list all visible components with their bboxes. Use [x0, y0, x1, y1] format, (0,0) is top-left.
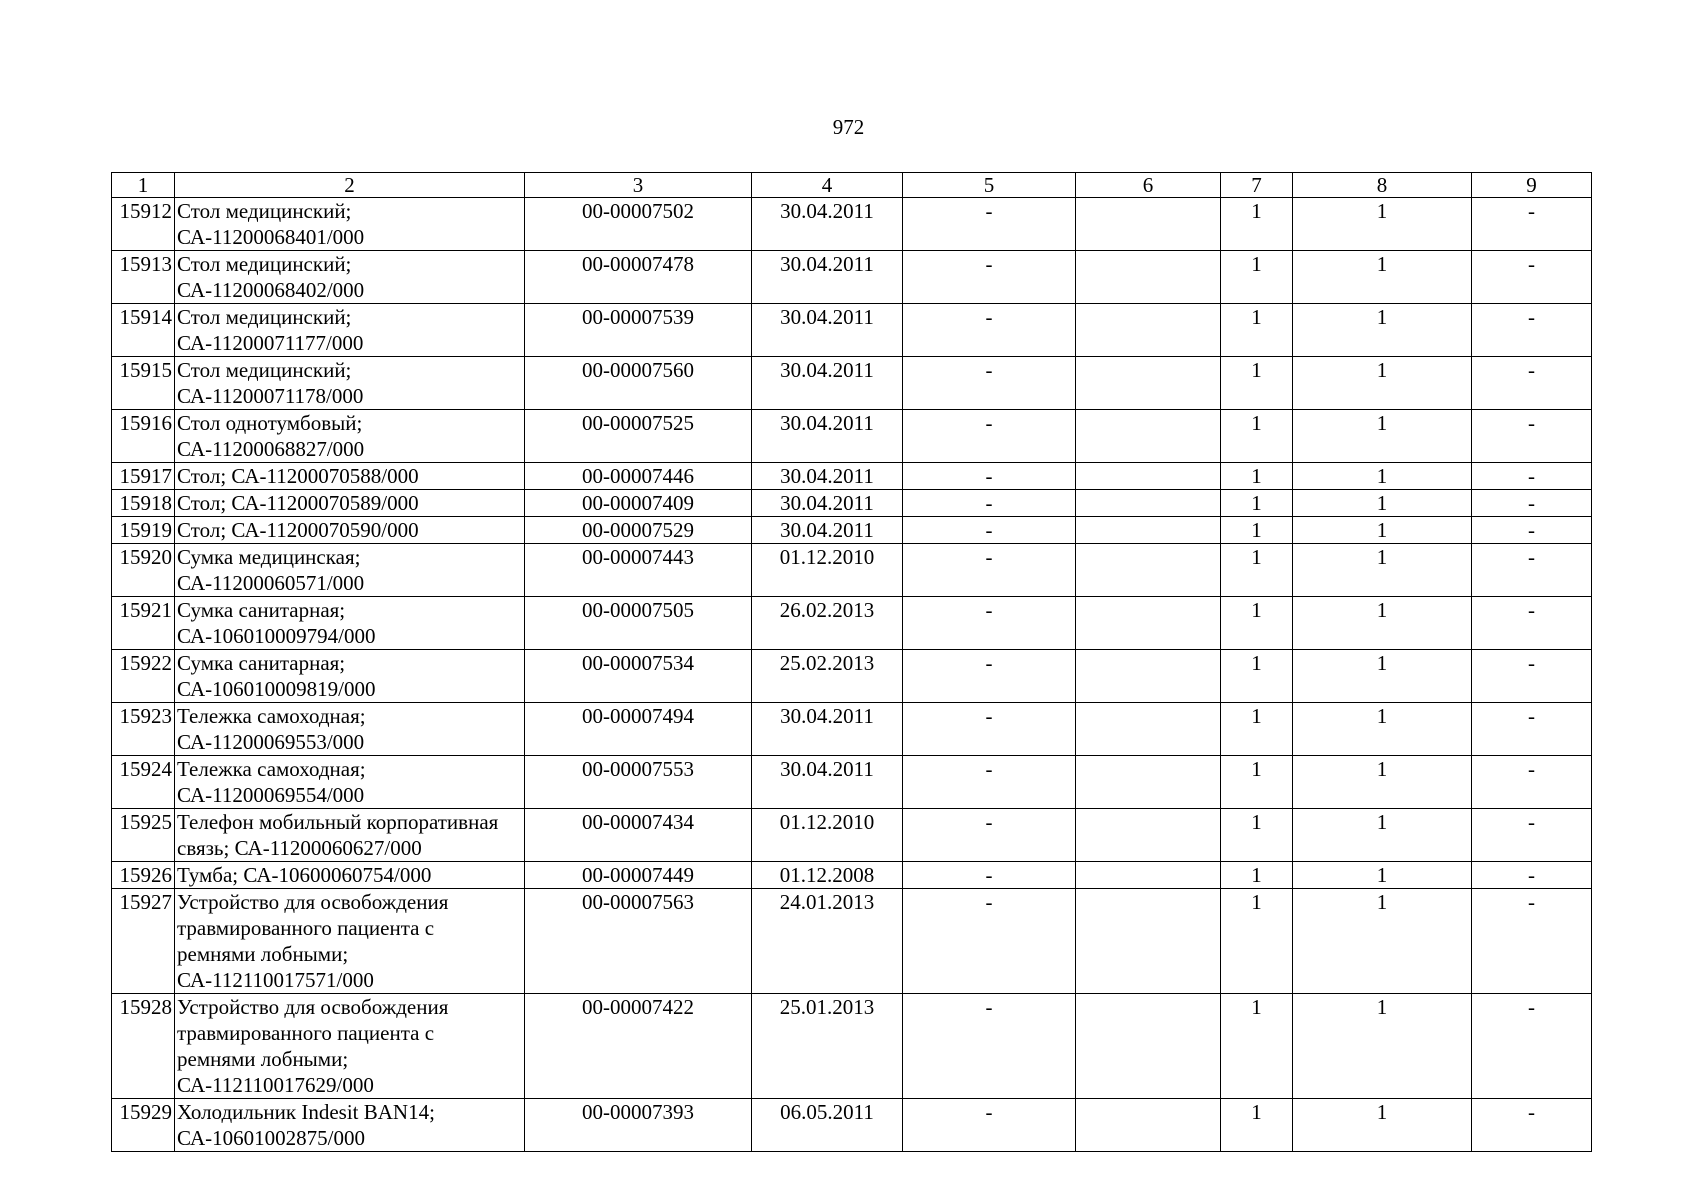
header-cell-4: 4 [752, 173, 903, 198]
table-row [112, 357, 1592, 410]
date-cell: 01.12.2010 [752, 544, 903, 597]
inventory-code-cell: 00-00007443 [525, 544, 752, 597]
table-row [112, 463, 1592, 490]
col6-cell [1076, 1099, 1221, 1152]
col6-cell [1076, 304, 1221, 357]
table-row [112, 862, 1592, 889]
col7-cell: 1 [1221, 490, 1293, 517]
date-cell: 30.04.2011 [752, 251, 903, 304]
col9-cell: - [1472, 597, 1592, 650]
col6-cell [1076, 517, 1221, 544]
col7-cell: 1 [1221, 198, 1293, 251]
col8-cell: 1 [1293, 463, 1472, 490]
col8-cell: 1 [1293, 862, 1472, 889]
col9-cell: - [1472, 410, 1592, 463]
item-name-cell: Стол; СА-11200070589/000 [175, 490, 525, 517]
col8-cell: 1 [1293, 357, 1472, 410]
col8-cell: 1 [1293, 597, 1472, 650]
col5-cell: - [903, 490, 1076, 517]
inventory-code-cell: 00-00007446 [525, 463, 752, 490]
item-name-cell: Сумка санитарная; СА-106010009794/000 [175, 597, 525, 650]
item-name-cell: Сумка медицинская; СА-11200060571/000 [175, 544, 525, 597]
item-name-cell: Тележка самоходная; СА-11200069554/000 [175, 756, 525, 809]
header-cell-8: 8 [1293, 173, 1472, 198]
inventory-code-cell: 00-00007502 [525, 198, 752, 251]
col5-cell: - [903, 889, 1076, 994]
col9-cell: - [1472, 889, 1592, 994]
col7-cell: 1 [1221, 809, 1293, 862]
col5-cell: - [903, 994, 1076, 1099]
item-name-cell: Тумба; СА-10600060754/000 [175, 862, 525, 889]
page-number: 972 [832, 115, 865, 139]
header-cell-5: 5 [903, 173, 1076, 198]
row-number-cell: 15918 [112, 490, 175, 517]
table-row [112, 809, 1592, 862]
table-row [112, 756, 1592, 809]
item-name-cell: Устройство для освобождения травмированного пациента с ремнями лобными; СА-112110017629/000 [175, 994, 525, 1099]
row-number-cell: 15921 [112, 597, 175, 650]
col8-cell: 1 [1293, 304, 1472, 357]
row-number-cell: 15923 [112, 703, 175, 756]
col5-cell: - [903, 597, 1076, 650]
col8-cell: 1 [1293, 544, 1472, 597]
col5-cell: - [903, 862, 1076, 889]
table-row [112, 198, 1592, 251]
col5-cell: - [903, 703, 1076, 756]
col7-cell: 1 [1221, 1099, 1293, 1152]
table-body [112, 173, 1592, 1152]
row-number-cell: 15919 [112, 517, 175, 544]
col8-cell: 1 [1293, 490, 1472, 517]
col9-cell: - [1472, 994, 1592, 1099]
col6-cell [1076, 251, 1221, 304]
table-row [112, 544, 1592, 597]
date-cell: 25.01.2013 [752, 994, 903, 1099]
col9-cell: - [1472, 463, 1592, 490]
item-name-cell: Стол медицинский; СА-11200071178/000 [175, 357, 525, 410]
col6-cell [1076, 490, 1221, 517]
inventory-code-cell: 00-00007525 [525, 410, 752, 463]
col5-cell: - [903, 650, 1076, 703]
row-number-cell: 15916 [112, 410, 175, 463]
col8-cell: 1 [1293, 809, 1472, 862]
date-cell: 30.04.2011 [752, 517, 903, 544]
col8-cell: 1 [1293, 1099, 1472, 1152]
row-number-cell: 15925 [112, 809, 175, 862]
item-name-cell: Тележка самоходная; СА-11200069553/000 [175, 703, 525, 756]
row-number-cell: 15929 [112, 1099, 175, 1152]
table-row [112, 304, 1592, 357]
col8-cell: 1 [1293, 410, 1472, 463]
item-name-cell: Стол однотумбовый; СА-11200068827/000 [175, 410, 525, 463]
col7-cell: 1 [1221, 650, 1293, 703]
col7-cell: 1 [1221, 304, 1293, 357]
col6-cell [1076, 357, 1221, 410]
row-number-cell: 15914 [112, 304, 175, 357]
row-number-cell: 15927 [112, 889, 175, 994]
col6-cell [1076, 862, 1221, 889]
col8-cell: 1 [1293, 703, 1472, 756]
col6-cell [1076, 703, 1221, 756]
table-row [112, 251, 1592, 304]
row-number-cell: 15917 [112, 463, 175, 490]
col5-cell: - [903, 809, 1076, 862]
col6-cell [1076, 756, 1221, 809]
col8-cell: 1 [1293, 756, 1472, 809]
inventory-code-cell: 00-00007563 [525, 889, 752, 994]
table-row [112, 994, 1592, 1099]
col7-cell: 1 [1221, 703, 1293, 756]
col7-cell: 1 [1221, 889, 1293, 994]
inventory-code-cell: 00-00007505 [525, 597, 752, 650]
item-name-cell: Стол; СА-11200070588/000 [175, 463, 525, 490]
date-cell: 26.02.2013 [752, 597, 903, 650]
table-row [112, 410, 1592, 463]
date-cell: 25.02.2013 [752, 650, 903, 703]
col9-cell: - [1472, 544, 1592, 597]
col9-cell: - [1472, 198, 1592, 251]
col9-cell: - [1472, 1099, 1592, 1152]
col5-cell: - [903, 463, 1076, 490]
col5-cell: - [903, 357, 1076, 410]
inventory-code-cell: 00-00007553 [525, 756, 752, 809]
col7-cell: 1 [1221, 517, 1293, 544]
inventory-code-cell: 00-00007449 [525, 862, 752, 889]
item-name-cell: Стол медицинский; СА-11200068401/000 [175, 198, 525, 251]
inventory-code-cell: 00-00007539 [525, 304, 752, 357]
col6-cell [1076, 410, 1221, 463]
date-cell: 30.04.2011 [752, 463, 903, 490]
date-cell: 30.04.2011 [752, 756, 903, 809]
item-name-cell: Устройство для освобождения травмированного пациента с ремнями лобными; СА-112110017571/000 [175, 889, 525, 994]
inventory-code-cell: 00-00007534 [525, 650, 752, 703]
col8-cell: 1 [1293, 994, 1472, 1099]
row-number-cell: 15928 [112, 994, 175, 1099]
col7-cell: 1 [1221, 994, 1293, 1099]
col9-cell: - [1472, 756, 1592, 809]
row-number-cell: 15922 [112, 650, 175, 703]
table-row [112, 1099, 1592, 1152]
header-cell-9: 9 [1472, 173, 1592, 198]
item-name-cell: Телефон мобильный корпоративная связь; СА-11200060627/000 [175, 809, 525, 862]
col7-cell: 1 [1221, 357, 1293, 410]
col7-cell: 1 [1221, 463, 1293, 490]
table-row [112, 517, 1592, 544]
header-cell-2: 2 [175, 173, 525, 198]
header-cell-7: 7 [1221, 173, 1293, 198]
col8-cell: 1 [1293, 198, 1472, 251]
col8-cell: 1 [1293, 517, 1472, 544]
date-cell: 30.04.2011 [752, 410, 903, 463]
col7-cell: 1 [1221, 862, 1293, 889]
date-cell: 24.01.2013 [752, 889, 903, 994]
col7-cell: 1 [1221, 597, 1293, 650]
inventory-code-cell: 00-00007494 [525, 703, 752, 756]
col5-cell: - [903, 251, 1076, 304]
col9-cell: - [1472, 809, 1592, 862]
asset-table [111, 172, 1592, 1152]
col5-cell: - [903, 1099, 1076, 1152]
col7-cell: 1 [1221, 544, 1293, 597]
col9-cell: - [1472, 650, 1592, 703]
item-name-cell: Холодильник Indesit BAN14; СА-10601002875/000 [175, 1099, 525, 1152]
header-cell-1: 1 [112, 173, 175, 198]
col8-cell: 1 [1293, 251, 1472, 304]
col5-cell: - [903, 198, 1076, 251]
inventory-code-cell: 00-00007393 [525, 1099, 752, 1152]
col6-cell [1076, 650, 1221, 703]
row-number-cell: 15913 [112, 251, 175, 304]
item-name-cell: Стол медицинский; СА-11200068402/000 [175, 251, 525, 304]
col9-cell: - [1472, 517, 1592, 544]
row-number-cell: 15926 [112, 862, 175, 889]
col6-cell [1076, 809, 1221, 862]
date-cell: 30.04.2011 [752, 357, 903, 410]
table-row [112, 889, 1592, 994]
date-cell: 01.12.2008 [752, 862, 903, 889]
col5-cell: - [903, 304, 1076, 357]
item-name-cell: Стол медицинский; СА-11200071177/000 [175, 304, 525, 357]
col5-cell: - [903, 517, 1076, 544]
col6-cell [1076, 463, 1221, 490]
item-name-cell: Сумка санитарная; СА-106010009819/000 [175, 650, 525, 703]
inventory-code-cell: 00-00007434 [525, 809, 752, 862]
item-name-cell: Стол; СА-11200070590/000 [175, 517, 525, 544]
col9-cell: - [1472, 490, 1592, 517]
date-cell: 30.04.2011 [752, 304, 903, 357]
col5-cell: - [903, 544, 1076, 597]
inventory-code-cell: 00-00007560 [525, 357, 752, 410]
date-cell: 06.05.2011 [752, 1099, 903, 1152]
inventory-code-cell: 00-00007409 [525, 490, 752, 517]
date-cell: 30.04.2011 [752, 198, 903, 251]
inventory-code-cell: 00-00007529 [525, 517, 752, 544]
table-row [112, 597, 1592, 650]
header-row [112, 173, 1592, 198]
col7-cell: 1 [1221, 756, 1293, 809]
col9-cell: - [1472, 357, 1592, 410]
col8-cell: 1 [1293, 889, 1472, 994]
col6-cell [1076, 889, 1221, 994]
col7-cell: 1 [1221, 251, 1293, 304]
date-cell: 01.12.2010 [752, 809, 903, 862]
table-row [112, 490, 1592, 517]
row-number-cell: 15920 [112, 544, 175, 597]
row-number-cell: 15912 [112, 198, 175, 251]
col6-cell [1076, 544, 1221, 597]
col7-cell: 1 [1221, 410, 1293, 463]
col9-cell: - [1472, 703, 1592, 756]
col6-cell [1076, 597, 1221, 650]
col9-cell: - [1472, 862, 1592, 889]
date-cell: 30.04.2011 [752, 703, 903, 756]
inventory-code-cell: 00-00007422 [525, 994, 752, 1099]
header-cell-6: 6 [1076, 173, 1221, 198]
col6-cell [1076, 198, 1221, 251]
col9-cell: - [1472, 304, 1592, 357]
row-number-cell: 15915 [112, 357, 175, 410]
col9-cell: - [1472, 251, 1592, 304]
col5-cell: - [903, 756, 1076, 809]
col8-cell: 1 [1293, 650, 1472, 703]
row-number-cell: 15924 [112, 756, 175, 809]
inventory-code-cell: 00-00007478 [525, 251, 752, 304]
table-row [112, 650, 1592, 703]
table-row [112, 703, 1592, 756]
header-cell-3: 3 [525, 173, 752, 198]
col5-cell: - [903, 410, 1076, 463]
date-cell: 30.04.2011 [752, 490, 903, 517]
col6-cell [1076, 994, 1221, 1099]
